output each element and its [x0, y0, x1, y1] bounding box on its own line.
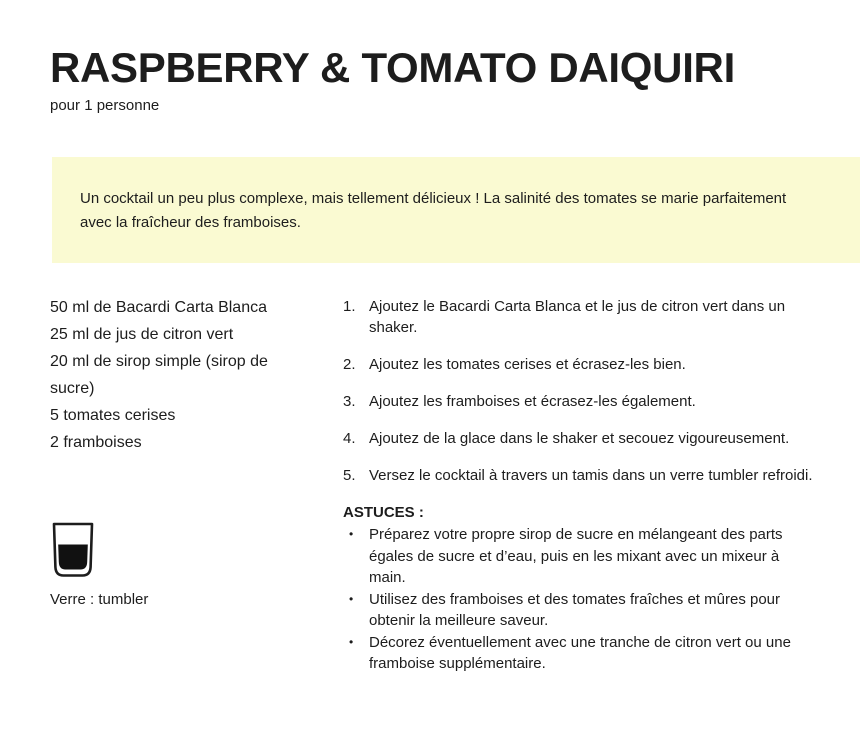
step-item: Versez le cocktail à travers un tamis dans un verre tumbler refroidi.: [369, 467, 813, 484]
tip-item: • Préparez votre propre sirop de sucre en mélangeant des parts égales de sucre et d’eau, puis en les mixant avec un mixeur à main.: [343, 524, 813, 589]
tips-heading: ASTUCES :: [343, 504, 424, 521]
tip-item: • Utilisez des framboises et des tomates fraîches et mûres pour obtenir la meilleure saveur.: [343, 589, 813, 632]
ingredient-item: 25 ml de jus de citron vert: [50, 326, 234, 343]
steps-list: [343, 296, 813, 486]
ingredient-item: 2 framboises: [50, 434, 142, 451]
page-title: RASPBERRY & TOMATO DAIQUIRI: [50, 44, 735, 91]
tips-list: [343, 524, 813, 675]
step-item: Ajoutez de la glace dans le shaker et secouez vigoureusement.: [369, 430, 790, 447]
step-item: Ajoutez les tomates cerises et écrasez-les bien.: [369, 356, 686, 373]
method-column: [343, 296, 813, 675]
tip-item: • Décorez éventuellement avec une tranche de citron vert ou une framboise supplémentaire.: [343, 632, 813, 675]
glass-label: Verre : tumbler: [50, 591, 149, 608]
tumbler-glass-icon: [50, 521, 96, 579]
ingredients-list: [50, 294, 302, 456]
ingredient-item: 5 tomates cerises: [50, 407, 176, 424]
servings-label: pour 1 personne: [50, 97, 160, 114]
ingredient-item: 20 ml de sirop simple (sirop de sucre): [50, 353, 268, 397]
step-item: Ajoutez le Bacardi Carta Blanca et le jus de citron vert dans un shaker.: [369, 298, 786, 336]
intro-callout: [52, 157, 860, 263]
step-item: Ajoutez les framboises et écrasez-les également.: [369, 393, 696, 410]
glass-block: [50, 521, 148, 609]
intro-text: Un cocktail un peu plus complexe, mais tellement délicieux ! La salinité des tomates se marie parfaitement avec la fraîcheur des framboises.: [80, 190, 787, 231]
ingredient-item: 50 ml de Bacardi Carta Blanca: [50, 299, 267, 316]
